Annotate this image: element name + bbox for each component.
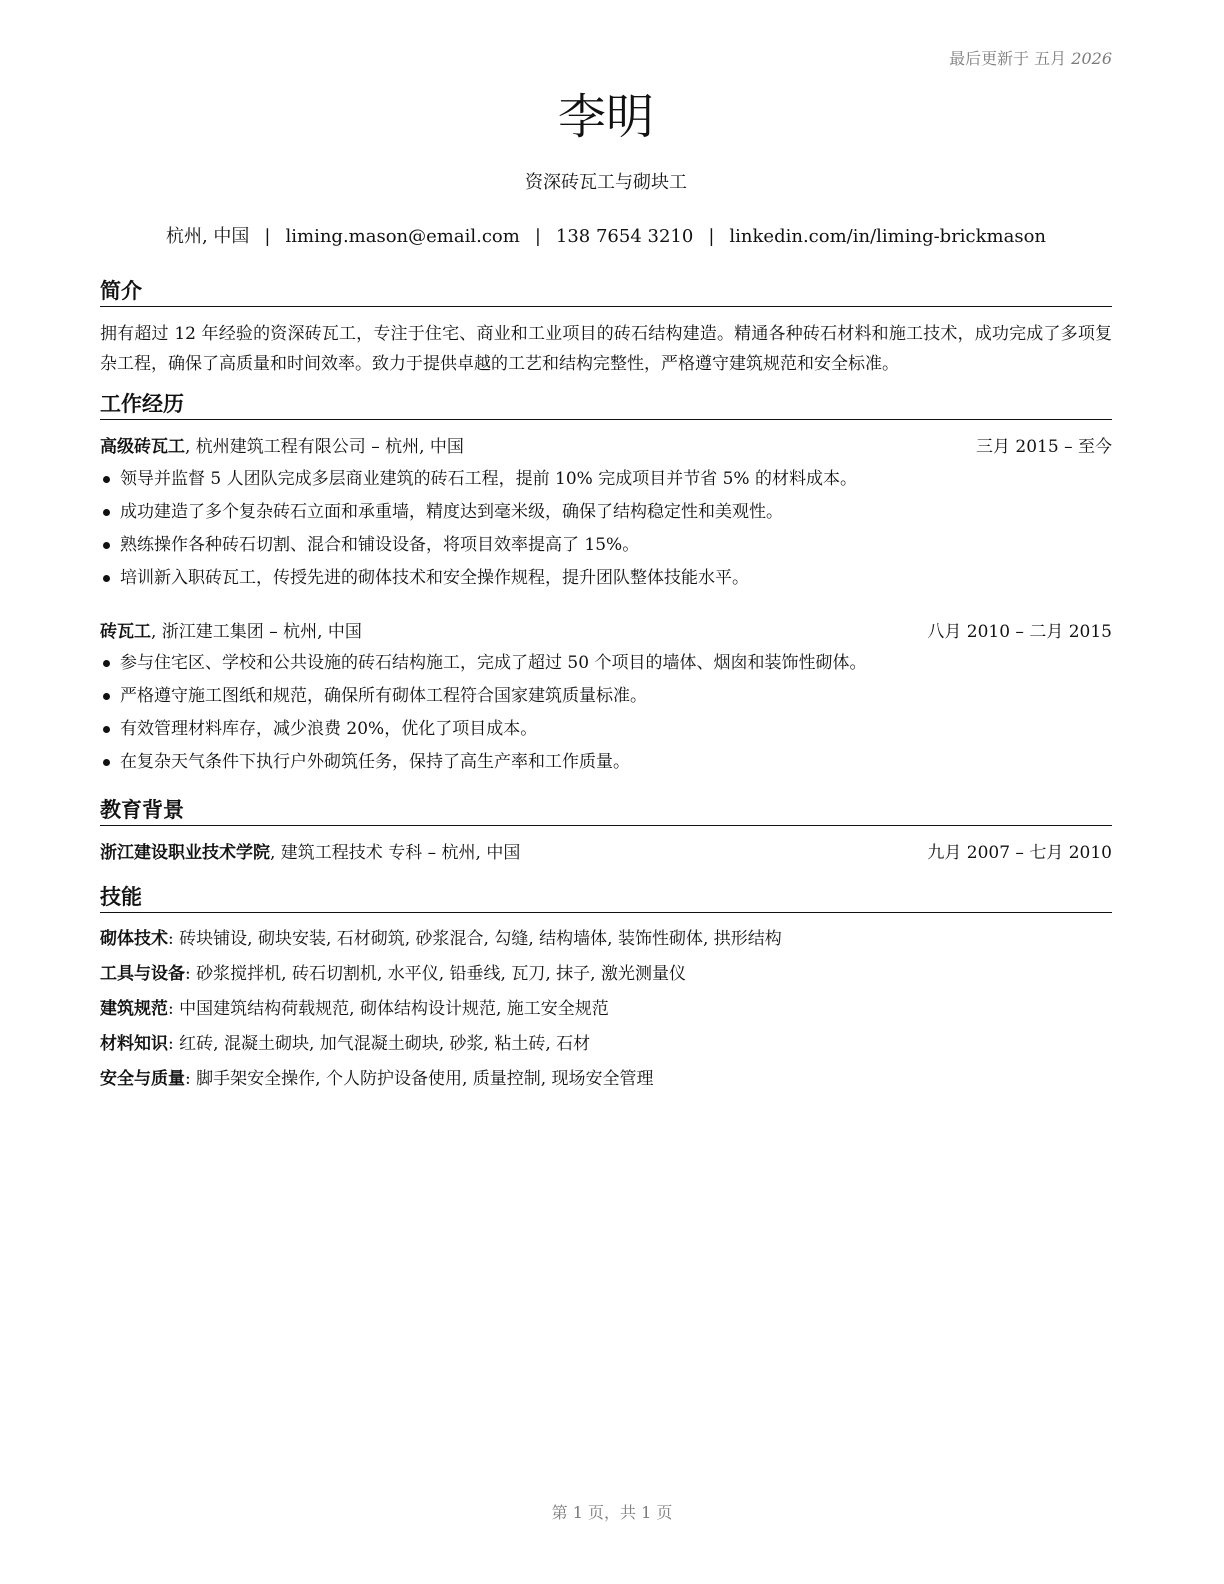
education-detail: , 建筑工程技术 专科 – 杭州, 中国 bbox=[270, 843, 521, 863]
bullet-icon bbox=[103, 542, 110, 549]
job-entry-header bbox=[100, 618, 1112, 646]
list-item-text: 培训新入职砖瓦工，传授先进的砌体技术和安全操作规程，提升团队整体技能水平。 bbox=[120, 568, 749, 588]
list-item bbox=[100, 715, 1112, 748]
job-dates: 八月 2010 – 二月 2015 bbox=[927, 622, 1112, 642]
bullet-icon bbox=[103, 660, 110, 667]
education-dates: 九月 2007 – 七月 2010 bbox=[927, 843, 1112, 863]
list-item-text: 严格遵守施工图纸和规范，确保所有砌体工程符合国家建筑质量标准。 bbox=[120, 686, 647, 706]
skill-row bbox=[100, 1030, 1112, 1065]
bullet-icon bbox=[103, 575, 110, 582]
skill-value: : 砖块铺设, 砌块安装, 石材砌筑, 砂浆混合, 勾缝, 结构墙体, 装饰性砌体, 拱形结构 bbox=[168, 929, 782, 949]
bullet-icon bbox=[103, 759, 110, 766]
section-title-experience: 工作经历 bbox=[100, 390, 1112, 420]
skill-label: 砌体技术 bbox=[100, 929, 168, 949]
skill-label: 建筑规范 bbox=[100, 999, 168, 1019]
section-title-education: 教育背景 bbox=[100, 796, 1112, 826]
list-item-text: 参与住宅区、学校和公共设施的砖石结构施工，完成了超过 50 个项目的墙体、烟囱和装饰性砌体。 bbox=[120, 653, 867, 673]
contact-location: 杭州, 中国 bbox=[165, 226, 250, 247]
contact-phone: 138 7654 3210 bbox=[555, 226, 694, 247]
skill-value: : 砂浆搅拌机, 砖石切割机, 水平仪, 铅垂线, 瓦刀, 抹子, 激光测量仪 bbox=[185, 964, 686, 984]
last-updated-year: 2026 bbox=[1071, 49, 1112, 68]
contact-separator: | bbox=[264, 226, 271, 247]
job-title: 高级砖瓦工 bbox=[100, 437, 185, 457]
skill-row bbox=[100, 960, 1112, 995]
skill-label: 安全与质量 bbox=[100, 1069, 185, 1089]
section-title-skills: 技能 bbox=[100, 883, 1112, 913]
contact-separator: | bbox=[708, 226, 715, 247]
list-item-text: 在复杂天气条件下执行户外砌筑任务，保持了高生产率和工作质量。 bbox=[120, 752, 630, 772]
list-item bbox=[100, 682, 1112, 715]
last-updated bbox=[949, 46, 1112, 69]
job-org-location: , 杭州建筑工程有限公司 – 杭州, 中国 bbox=[185, 437, 464, 457]
bullet-icon bbox=[103, 509, 110, 516]
contact-separator: | bbox=[534, 226, 541, 247]
section-title-summary: 简介 bbox=[100, 277, 1112, 307]
list-item-text: 成功建造了多个复杂砖石立面和承重墙，精度达到毫米级，确保了结构稳定性和美观性。 bbox=[120, 502, 783, 522]
list-item bbox=[100, 531, 1112, 564]
skill-row bbox=[100, 1065, 1112, 1100]
last-updated-prefix: 最后更新于 五月 bbox=[949, 49, 1067, 68]
education-entry bbox=[100, 839, 1112, 867]
job-bullets bbox=[100, 465, 1112, 597]
skill-label: 材料知识 bbox=[100, 1034, 168, 1054]
skill-row bbox=[100, 925, 1112, 960]
job-org-location: , 浙江建工集团 – 杭州, 中国 bbox=[151, 622, 362, 642]
job-title: 砖瓦工 bbox=[100, 622, 151, 642]
list-item bbox=[100, 498, 1112, 531]
job-dates: 三月 2015 – 至今 bbox=[976, 437, 1112, 457]
list-item-text: 熟练操作各种砖石切割、混合和铺设设备，将项目效率提高了 15%。 bbox=[120, 535, 640, 555]
page-footer: 第 1 页，共 1 页 bbox=[551, 1503, 673, 1522]
list-item-text: 领导并监督 5 人团队完成多层商业建筑的砖石工程，提前 10% 完成项目并节省 5% 的材料成本。 bbox=[120, 469, 857, 489]
candidate-headline: 资深砖瓦工与砌块工 bbox=[525, 172, 687, 193]
candidate-name: 李明 bbox=[557, 89, 654, 145]
list-item bbox=[100, 649, 1112, 682]
skill-value: : 脚手架安全操作, 个人防护设备使用, 质量控制, 现场安全管理 bbox=[185, 1069, 654, 1089]
job-entry-header bbox=[100, 433, 1112, 461]
education-school: 浙江建设职业技术学院 bbox=[100, 843, 270, 863]
list-item bbox=[100, 564, 1112, 597]
contact-line bbox=[100, 223, 1112, 251]
summary-text: 拥有超过 12 年经验的资深砖瓦工，专注于住宅、商业和工业项目的砖石结构建造。精通各种砖石材料和施工技术，成功完成了多项复杂工程，确保了高质量和时间效率。致力于提供卓越的工艺和结构完整性，严格遵守建筑规范和安全标准。 bbox=[100, 324, 1112, 374]
skill-value: : 红砖, 混凝土砌块, 加气混凝土砌块, 砂浆, 粘土砖, 石材 bbox=[168, 1034, 591, 1054]
bullet-icon bbox=[103, 693, 110, 700]
list-item bbox=[100, 465, 1112, 498]
bullet-icon bbox=[103, 726, 110, 733]
list-item-text: 有效管理材料库存，减少浪费 20%，优化了项目成本。 bbox=[120, 719, 538, 739]
skills-list bbox=[100, 925, 1112, 1100]
skill-value: : 中国建筑结构荷载规范, 砌体结构设计规范, 施工安全规范 bbox=[168, 999, 609, 1019]
skill-label: 工具与设备 bbox=[100, 964, 185, 984]
contact-linkedin[interactable]: linkedin.com/in/liming-brickmason bbox=[729, 226, 1047, 247]
bullet-icon bbox=[103, 476, 110, 483]
contact-email[interactable]: liming.mason@email.com bbox=[285, 226, 520, 247]
list-item bbox=[100, 748, 1112, 781]
skill-row bbox=[100, 995, 1112, 1030]
job-bullets bbox=[100, 649, 1112, 781]
